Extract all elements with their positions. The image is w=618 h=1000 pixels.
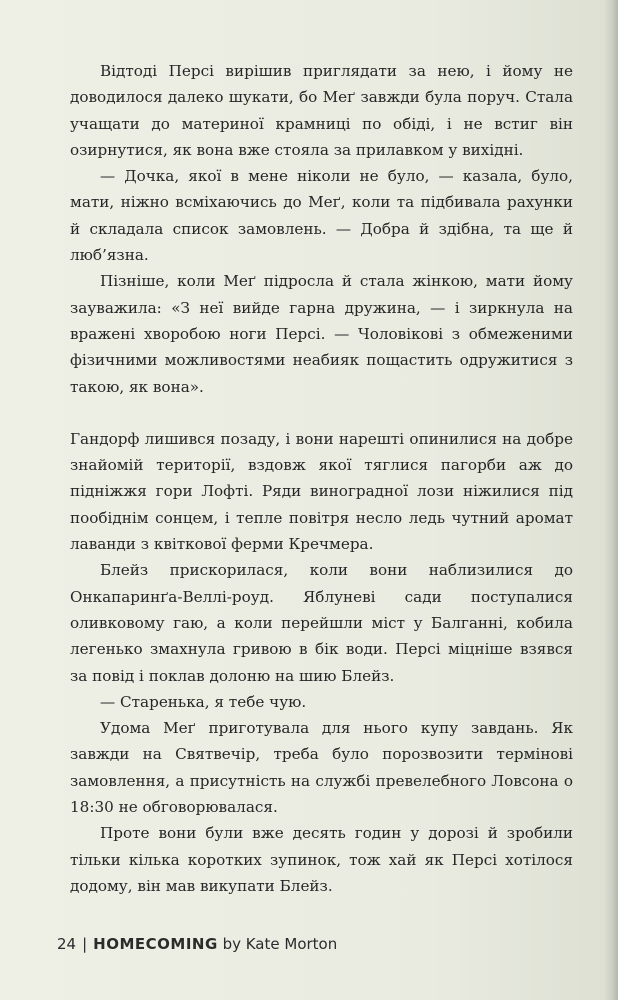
paragraph: Відтоді Персі вирішив приглядати за нею, і йому не доводилося далеко шукати, бо Меґ завжди була поруч. Стала учащати до материної крамниці по обіді, і не встиг він озирнутися, як вона вже стояла за прилавком у вихідні. — [70, 62, 573, 159]
running-footer — [57, 935, 337, 953]
body-text — [70, 58, 573, 899]
book-title: HOMECOMING — [93, 935, 218, 953]
paragraph: Удома Меґ приготувала для нього купу завдань. Як завжди на Святвечір, треба було порозвозити термінові замовлення, а присутність на службі превелебного Ловсона о 18:30 не обговорювалася. — [70, 719, 573, 817]
section-break — [70, 400, 573, 426]
paragraph: Пізніше, коли Меґ підросла й стала жінкою, мати йому зауважила: «З неї вийде гарна дружина, — і зиркнула на вражені хворобою ноги Персі. — Чоловікові з обмеженими фізичними можливостями неабияк пощастить одружитися з такою, як вона». — [70, 272, 573, 396]
page-edge-shadow — [604, 0, 618, 1000]
paragraph: — Старенька, я тебе чую. — [100, 692, 307, 711]
page-number: 24 — [57, 935, 77, 953]
paragraph: Блейз прискорилася, коли вони наблизилися до Онкапаринґа-Веллі-роуд. Яблуневі сади поступалися оливковому гаю, а коли перейшли міст у Балганні, кобила легенько змахнула гривою в бік води. Персі міцніше взявся за повід і поклав долоню на шию Блейз. — [70, 561, 573, 685]
paragraph: — Дочка, якої в мене ніколи не було, — казала, було, мати, ніжно всміхаючись до Меґ, коли та підбивала рахунки й складала список замовлень. — Добра й здібна, та ще й люб’язна. — [70, 167, 573, 265]
paragraph: Гандорф лишився позаду, і вони нарешті опинилися на добре знайомій території, вздовж якої тяглися пагорби аж до підніжжя гори Лофті. Ряди виноградної лози ніжилися під пообіднім сонцем, і тепле повітря несло ледь чутний аромат лаванди з квіткової ферми Кречмера. — [70, 429, 573, 554]
author-byline: by Kate Morton — [222, 935, 338, 953]
paragraph: Проте вони були вже десять годин у дорозі й зробили тільки кілька коротких зупинок, тож хай як Персі хотілося додому, він мав викупати Блейз. — [70, 824, 573, 895]
footer-separator: | — [82, 935, 88, 953]
